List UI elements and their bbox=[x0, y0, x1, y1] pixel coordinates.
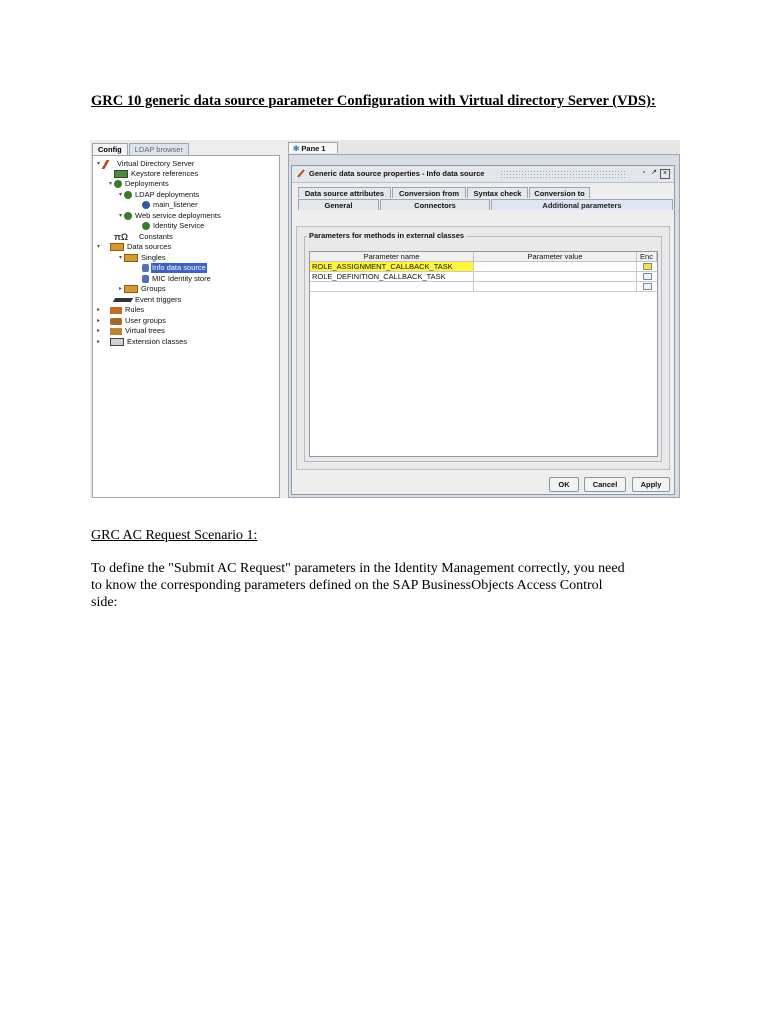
table-row[interactable] bbox=[310, 272, 657, 282]
tree-item-web-service-deployments[interactable] bbox=[117, 211, 222, 221]
tab-row-lower bbox=[298, 199, 674, 211]
parameters-table bbox=[309, 251, 658, 457]
tree-label: Identity Service bbox=[153, 221, 205, 230]
tab-conversion-from[interactable]: Conversion from bbox=[392, 187, 466, 198]
tree-label: LDAP deployments bbox=[135, 190, 200, 199]
tree-item-user-groups[interactable] bbox=[95, 316, 167, 326]
tree-collapsed-icon[interactable]: ▸ bbox=[96, 328, 100, 334]
tree-item-virtual-trees[interactable] bbox=[95, 326, 166, 336]
tab-ldap-browser[interactable]: LDAP browser bbox=[129, 143, 189, 155]
tree-collapsed-icon[interactable]: ▸ bbox=[96, 307, 100, 313]
folder-icon bbox=[110, 243, 124, 251]
dialog-title: Generic data source properties - Info data source bbox=[309, 169, 485, 178]
section-title: GRC AC Request Scenario 1: bbox=[91, 528, 258, 543]
tree-collapsed-icon[interactable]: ▸ bbox=[118, 286, 122, 292]
tree-expanded-icon[interactable]: ▾ bbox=[118, 255, 122, 261]
pane-icon: ✻ bbox=[293, 144, 300, 153]
tree-item-deployments[interactable] bbox=[107, 179, 170, 189]
tree-expanded-icon[interactable]: ▾ bbox=[118, 213, 122, 219]
properties-pane bbox=[288, 140, 680, 498]
tree-item-main-listener[interactable] bbox=[135, 200, 199, 210]
tab-additional-parameters[interactable]: Additional parameters bbox=[491, 199, 673, 210]
tree-item-rules[interactable] bbox=[95, 305, 145, 315]
tab-row-upper bbox=[298, 187, 591, 199]
tab-general[interactable]: General bbox=[298, 199, 379, 210]
enc-checkbox[interactable] bbox=[643, 273, 652, 280]
column-header-enc[interactable]: Enc bbox=[637, 252, 657, 262]
tree-item-info-data-source[interactable] bbox=[135, 263, 207, 273]
tab-config[interactable]: Config bbox=[92, 143, 128, 155]
tree-item-event-triggers[interactable] bbox=[107, 295, 182, 305]
restore-icon[interactable]: ▫ bbox=[642, 169, 646, 176]
certificate-icon bbox=[114, 170, 128, 178]
tree-item-ldap-deployments[interactable] bbox=[117, 190, 200, 200]
parameter-name-cell[interactable] bbox=[310, 282, 474, 291]
folder-icon bbox=[124, 285, 138, 293]
extension-icon bbox=[110, 338, 124, 346]
tab-conversion-to[interactable]: Conversion to bbox=[529, 187, 590, 198]
tree-label: Data sources bbox=[127, 242, 172, 251]
gear-icon bbox=[124, 191, 132, 199]
tree-item-virtual-directory-server[interactable] bbox=[95, 159, 195, 169]
dialog-title-bar[interactable] bbox=[292, 166, 674, 183]
tree-item-groups[interactable] bbox=[117, 284, 167, 294]
tree-collapsed-icon[interactable]: ▸ bbox=[96, 339, 100, 345]
tree-expanded-icon[interactable]: ▾ bbox=[118, 192, 122, 198]
tree-expanded-icon[interactable]: ▾ bbox=[108, 181, 112, 187]
group-title: Parameters for methods in external classes bbox=[309, 231, 465, 240]
gear-icon bbox=[114, 180, 122, 188]
body-paragraph bbox=[91, 560, 651, 611]
tree-item-identity-service[interactable] bbox=[135, 221, 205, 231]
tree-expanded-icon[interactable]: ▾ bbox=[96, 244, 100, 250]
title-bar-grip bbox=[500, 170, 625, 178]
tree-label: Virtual Directory Server bbox=[117, 159, 195, 168]
table-row[interactable] bbox=[310, 262, 657, 272]
paragraph-line: To define the "Submit AC Request" parameters in the Identity Management correctly, you need bbox=[91, 561, 625, 576]
tree-label: Deployments bbox=[125, 179, 169, 188]
tree-label: Keystore references bbox=[131, 169, 199, 178]
enc-checkbox[interactable] bbox=[643, 283, 652, 290]
column-header-parameter-value[interactable]: Parameter value bbox=[474, 252, 637, 262]
wizard-icon bbox=[297, 169, 305, 178]
pi-icon: πΩ bbox=[114, 232, 129, 242]
document-heading: GRC 10 generic data source parameter Configuration with Virtual directory Server (VDS): bbox=[91, 93, 656, 109]
deployment-icon bbox=[142, 201, 150, 209]
gear-icon bbox=[124, 212, 132, 220]
parameters-group bbox=[304, 236, 662, 462]
cancel-button[interactable]: Cancel bbox=[584, 477, 626, 492]
tree-label: Web service deployments bbox=[135, 211, 221, 220]
table-row[interactable] bbox=[310, 282, 657, 292]
tree-item-extension-classes[interactable] bbox=[95, 337, 188, 347]
additional-parameters-panel bbox=[296, 226, 670, 470]
tree-label: Constants bbox=[139, 232, 173, 241]
tab-syntax-check[interactable]: Syntax check bbox=[467, 187, 528, 198]
rules-icon bbox=[110, 307, 122, 314]
deployment-icon bbox=[142, 222, 150, 230]
vds-screenshot bbox=[90, 140, 680, 498]
tree-item-constants[interactable] bbox=[107, 232, 174, 242]
tree-label: Rules bbox=[125, 305, 145, 314]
tab-data-source-attributes[interactable]: Data source attributes bbox=[298, 187, 391, 198]
tree-label: MIC Identity store bbox=[152, 274, 211, 283]
virtual-trees-icon bbox=[110, 328, 122, 335]
tree-collapsed-icon[interactable]: ▸ bbox=[96, 318, 100, 324]
tab-pane-1[interactable] bbox=[288, 142, 338, 153]
paragraph-line: side: bbox=[91, 595, 118, 610]
tree-label: main_listener bbox=[153, 200, 198, 209]
config-tree bbox=[92, 155, 280, 498]
paragraph-line: to know the corresponding parameters defined on the SAP BusinessObjects Access Control bbox=[91, 578, 603, 593]
parameter-value-cell[interactable] bbox=[474, 272, 637, 281]
tree-label: Extension classes bbox=[127, 337, 188, 346]
tree-label: Event triggers bbox=[135, 295, 182, 304]
vds-icon bbox=[102, 160, 114, 168]
data-source-properties-dialog bbox=[291, 165, 675, 495]
maximize-icon[interactable]: ↗ bbox=[651, 169, 657, 176]
trigger-icon bbox=[113, 298, 133, 302]
parameter-name-cell[interactable]: ROLE_ASSIGNMENT_CALLBACK_TASK bbox=[310, 262, 474, 271]
parameter-value-cell[interactable] bbox=[474, 262, 637, 271]
pane-tab-label: Pane 1 bbox=[301, 144, 326, 153]
tree-label-selected: Info data source bbox=[152, 263, 206, 272]
column-header-parameter-name[interactable]: Parameter name bbox=[310, 252, 474, 262]
database-icon bbox=[142, 275, 149, 283]
tree-label: Virtual trees bbox=[125, 326, 165, 335]
tree-expanded-icon[interactable]: ▾ bbox=[96, 161, 100, 167]
tree-item-mic-identity-store[interactable] bbox=[135, 274, 212, 284]
database-icon bbox=[142, 264, 149, 272]
tree-item-singles[interactable] bbox=[117, 253, 167, 263]
left-tab-bar bbox=[92, 143, 190, 155]
apply-button[interactable]: Apply bbox=[632, 477, 670, 492]
tree-item-data-sources[interactable] bbox=[95, 242, 172, 252]
parameter-value-cell[interactable] bbox=[474, 282, 637, 291]
parameter-name-cell[interactable]: ROLE_DEFINITION_CALLBACK_TASK bbox=[310, 272, 474, 281]
tree-label: Groups bbox=[141, 284, 166, 293]
folder-icon bbox=[124, 254, 138, 262]
tree-item-keystore-references[interactable] bbox=[107, 169, 199, 179]
close-icon[interactable]: × bbox=[660, 169, 670, 179]
ok-button[interactable]: OK bbox=[549, 477, 579, 492]
enc-checkbox[interactable] bbox=[643, 263, 652, 270]
config-tree-pane bbox=[90, 140, 280, 498]
user-groups-icon bbox=[110, 318, 122, 325]
tab-connectors[interactable]: Connectors bbox=[380, 199, 490, 210]
tree-label: Singles bbox=[141, 253, 166, 262]
tree-label: User groups bbox=[125, 316, 166, 325]
